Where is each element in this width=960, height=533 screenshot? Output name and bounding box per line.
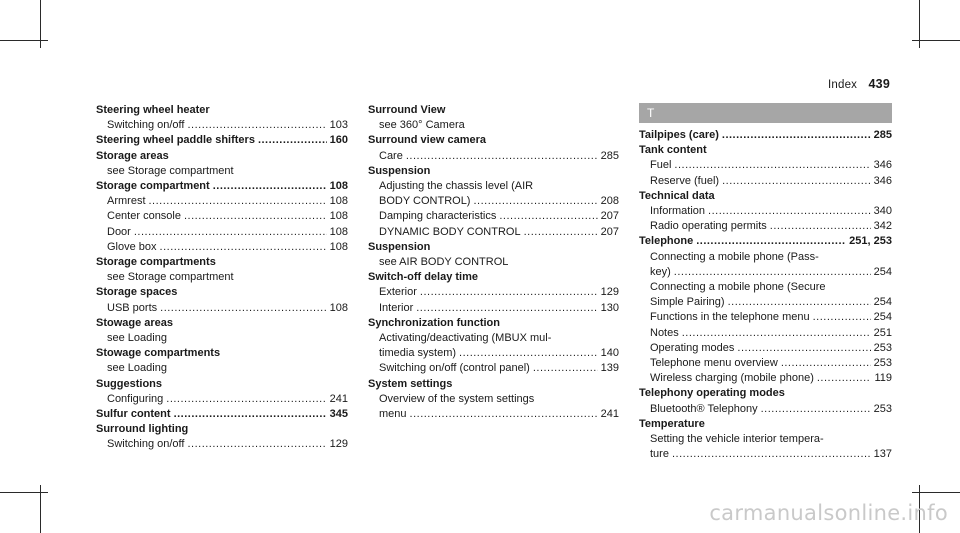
index-subentry-text: Armrest [107,195,146,208]
index-entry-title-text: Telephone [639,235,694,248]
index-subentry-text: Center console [107,210,181,223]
page-ref: 108 [329,225,348,238]
index-subentry [368,255,619,270]
index-subentry [368,361,619,376]
index-subentry-text: see Loading [107,362,167,375]
index-subentry [368,149,619,164]
index-subentry [96,194,348,209]
index-entry-title: System settings [368,377,453,390]
index-subentry-text: timedia system) [379,347,457,360]
dot-leader [499,209,597,224]
index-entry-title: Switch-off delay time [368,271,479,284]
index-subentry-text: BODY CONTROL) [379,195,471,208]
dot-leader [420,285,598,300]
crop-mark [912,40,960,41]
index-entry-title: Surround view camera [368,134,486,147]
index-entry [96,316,348,346]
index-subentry-text: Setting the vehicle interior tempera- [650,433,824,446]
index-subentry-text: key) [650,265,671,278]
index-entry-title: Suspension [368,164,431,177]
index-subentry-text: Overview of the system settings [379,392,535,405]
index-entry-title [639,128,892,143]
dot-leader [184,209,327,224]
dot-leader [674,265,871,280]
index-subentry-text: Wireless charging (mobile phone) [650,372,814,385]
index-entry [368,133,619,163]
page-ref: 139 [600,362,619,375]
dot-leader [406,149,598,164]
dot-leader [174,407,327,422]
page-ref: 340 [873,205,892,218]
page-ref: 254 [873,296,892,309]
page-ref: 108 [329,240,348,253]
dot-leader [682,326,871,341]
index-entry-title-text: Sulfur content [96,408,171,421]
page-ref: 254 [873,265,892,278]
dot-leader [187,118,326,133]
index-subentry-text: Notes [650,326,679,339]
index-subentry-text: Switching on/off [107,438,185,451]
index-subentry [639,310,892,325]
page-ref: 140 [600,347,619,360]
index-entry-title: Synchronization function [368,316,500,329]
page-ref: 241 [600,408,619,421]
index-subentry [639,447,892,462]
dot-leader [737,341,870,356]
crop-mark [912,492,960,493]
index-subentry-text: Telephone menu overview [650,357,778,370]
index-column-2 [368,103,619,422]
index-subentry [639,371,892,386]
index-entry-title: Suspension [368,240,431,253]
page-ref: 108 [329,210,348,223]
page-ref: 345 [329,408,348,421]
dot-leader [524,225,598,240]
index-subentry-text: Simple Pairing) [650,296,725,309]
page-ref: 346 [873,159,892,172]
index-subentry-text: Switching on/off (control panel) [379,362,530,375]
dot-leader [813,310,871,325]
index-entry-title-text: Steering wheel paddle shifters [96,134,255,147]
index-subentry-text: Care [379,149,403,162]
page-ref: 207 [600,210,619,223]
index-subentry [639,402,892,417]
index-subentry [639,219,892,234]
index-entry-title: Storage areas [96,149,169,162]
index-subentry [639,295,892,310]
index-subentry-text: see Storage compartment [107,271,234,284]
index-subentry [96,392,348,407]
watermark: carmanualsonline.info [709,501,948,525]
index-entry [96,149,348,179]
index-entry [368,270,619,316]
crop-mark [0,40,48,41]
index-subentry [368,209,619,224]
page-ref: 119 [874,372,892,385]
index-subentry-text: Connecting a mobile phone (Secure [650,281,826,294]
page-ref: 251 [873,326,892,339]
page-ref: 137 [873,448,892,461]
index-column-1 [96,103,348,453]
page-ref: 253 [873,341,892,354]
index-subentry [639,341,892,356]
dot-leader [672,447,871,462]
index-column-3 [639,103,892,462]
index-subentry-text: Fuel [650,159,672,172]
index-subentry [368,331,619,346]
index-entry [639,189,892,235]
index-entry-title: Storage compartments [96,256,216,269]
index-entry-title: Surround View [368,104,446,116]
index-subentry [96,437,348,452]
index-entry [96,179,348,255]
index-subentry [368,301,619,316]
index-subentry-text: see AIR BODY CONTROL [379,256,509,269]
index-subentry [96,240,348,255]
index-subentry-text: Glove box [107,240,157,253]
dot-leader [410,407,598,422]
index-subentry-text: Interior [379,301,414,314]
dot-leader [533,361,598,376]
dot-leader [761,402,871,417]
index-subentry [96,361,348,376]
dot-leader [728,295,871,310]
index-entry [96,346,348,376]
page-ref: 108 [329,301,348,314]
dot-leader [770,219,871,234]
index-subentry [639,280,892,295]
index-entry [639,143,892,189]
page-ref: 130 [600,301,619,314]
index-subentry-text: Adjusting the chassis level (AIR [379,180,534,193]
index-subentry-text: Activating/deactivating (MBUX mul- [379,332,552,345]
page-ref: 103 [329,119,348,132]
index-entry-title-text: Storage compartment [96,180,210,193]
index-subentry-text: DYNAMIC BODY CONTROL [379,225,521,238]
index-subentry [639,204,892,219]
index-subentry-text: Switching on/off [107,119,185,132]
page-ref: 160 [329,134,348,147]
page-ref: 241 [329,392,348,405]
page-ref: 254 [873,311,892,324]
index-entry-title-text: Tailpipes (care) [639,129,719,141]
index-entry [639,128,892,143]
dot-leader [781,356,871,371]
page-ref: 251, 253 [849,235,892,248]
dot-leader [722,128,871,143]
index-entry [639,386,892,416]
index-subentry-text: see Storage compartment [107,164,234,177]
index-entry-title: Technical data [639,189,715,202]
page-ref: 108 [329,180,348,193]
index-entry [368,103,619,133]
index-subentry-text: menu [379,408,407,421]
dot-leader [187,437,326,452]
index-subentry-text: Operating modes [650,341,735,354]
index-entry-title: Steering wheel heater [96,104,210,116]
page-ref: 253 [873,402,892,415]
index-entry-title: Storage spaces [96,286,178,299]
index-subentry [368,194,619,209]
index-entry-title [96,133,348,148]
dot-leader [166,392,326,407]
index-entry-title [96,407,348,422]
index-entry-title: Stowage areas [96,316,174,329]
index-subentry [639,326,892,341]
index-entry [96,255,348,285]
index-subentry [639,356,892,371]
index-subentry [368,407,619,422]
index-subentry-text: USB ports [107,301,158,314]
dot-leader [722,174,871,189]
index-subentry-text: Reserve (fuel) [650,174,720,187]
page-ref: 108 [329,195,348,208]
index-subentry [368,225,619,240]
index-entry-title: Tank content [639,144,707,157]
index-subentry-text: Connecting a mobile phone (Pass- [650,250,819,263]
index-entry [96,103,348,133]
dot-leader [258,133,327,148]
dot-leader [149,194,327,209]
index-entry-title: Temperature [639,417,705,430]
index-subentry [368,118,619,133]
index-subentry-text: Functions in the telephone menu [650,311,810,324]
index-entry [96,407,348,422]
index-subentry [639,158,892,173]
index-subentry-text: Door [107,225,131,238]
index-entry [368,316,619,377]
index-entry-title: Telephony operating modes [639,387,785,400]
index-subentry-text: Information [650,205,706,218]
index-subentry-text: see 360° Camera [379,119,465,132]
dot-leader [817,371,872,386]
index-entry-title: Suggestions [96,377,163,390]
index-subentry [96,209,348,224]
crop-mark [0,492,48,493]
index-subentry-text: Configuring [107,392,164,405]
index-entry [96,422,348,452]
index-subentry [368,179,619,194]
index-subentry-text: ture [650,448,669,461]
page-header-label: Index [827,79,858,91]
index-entry [368,377,619,423]
page-ref: 285 [873,129,892,141]
dot-leader [696,234,846,249]
dot-leader [160,301,327,316]
section-letter: T [639,103,892,123]
index-entry [639,234,892,386]
index-entry [639,417,892,463]
dot-leader [134,225,327,240]
index-subentry [639,250,892,265]
index-subentry [639,174,892,189]
index-entry-title [639,234,892,249]
index-subentry [96,118,348,133]
index-entry [96,133,348,148]
index-entry-title: Stowage compartments [96,347,221,360]
dot-leader [416,301,597,316]
index-subentry [639,432,892,447]
index-entry-title [96,179,348,194]
page-number: 439 [868,77,890,91]
dot-leader [708,204,871,219]
index-subentry [639,265,892,280]
index-entry-title: Surround lighting [96,423,189,436]
page-ref: 346 [873,174,892,187]
index-subentry [368,285,619,300]
index-subentry [96,270,348,285]
dot-leader [674,158,870,173]
page-ref: 208 [600,195,619,208]
page-ref: 285 [600,149,619,162]
dot-leader [213,179,327,194]
page-ref: 129 [329,438,348,451]
index-subentry-text: Damping characteristics [379,210,497,223]
index-subentry [96,331,348,346]
index-subentry [96,164,348,179]
index-subentry [368,392,619,407]
dot-leader [160,240,327,255]
index-entry [368,240,619,270]
index-entry [96,377,348,407]
page-ref: 342 [873,220,892,233]
page-ref: 253 [873,357,892,370]
index-subentry [96,225,348,240]
index-subentry-text: Bluetooth® Telephony [650,402,758,415]
index-entry [368,164,619,240]
index-subentry-text: Radio operating permits [650,220,767,233]
dot-leader [459,346,598,361]
dot-leader [473,194,597,209]
index-subentry-text: Exterior [379,286,417,299]
index-subentry [96,301,348,316]
index-subentry [368,346,619,361]
index-subentry-text: see Loading [107,332,167,345]
page-ref: 129 [600,286,619,299]
page-ref: 207 [600,225,619,238]
index-entry [96,285,348,315]
page-header [828,77,890,91]
